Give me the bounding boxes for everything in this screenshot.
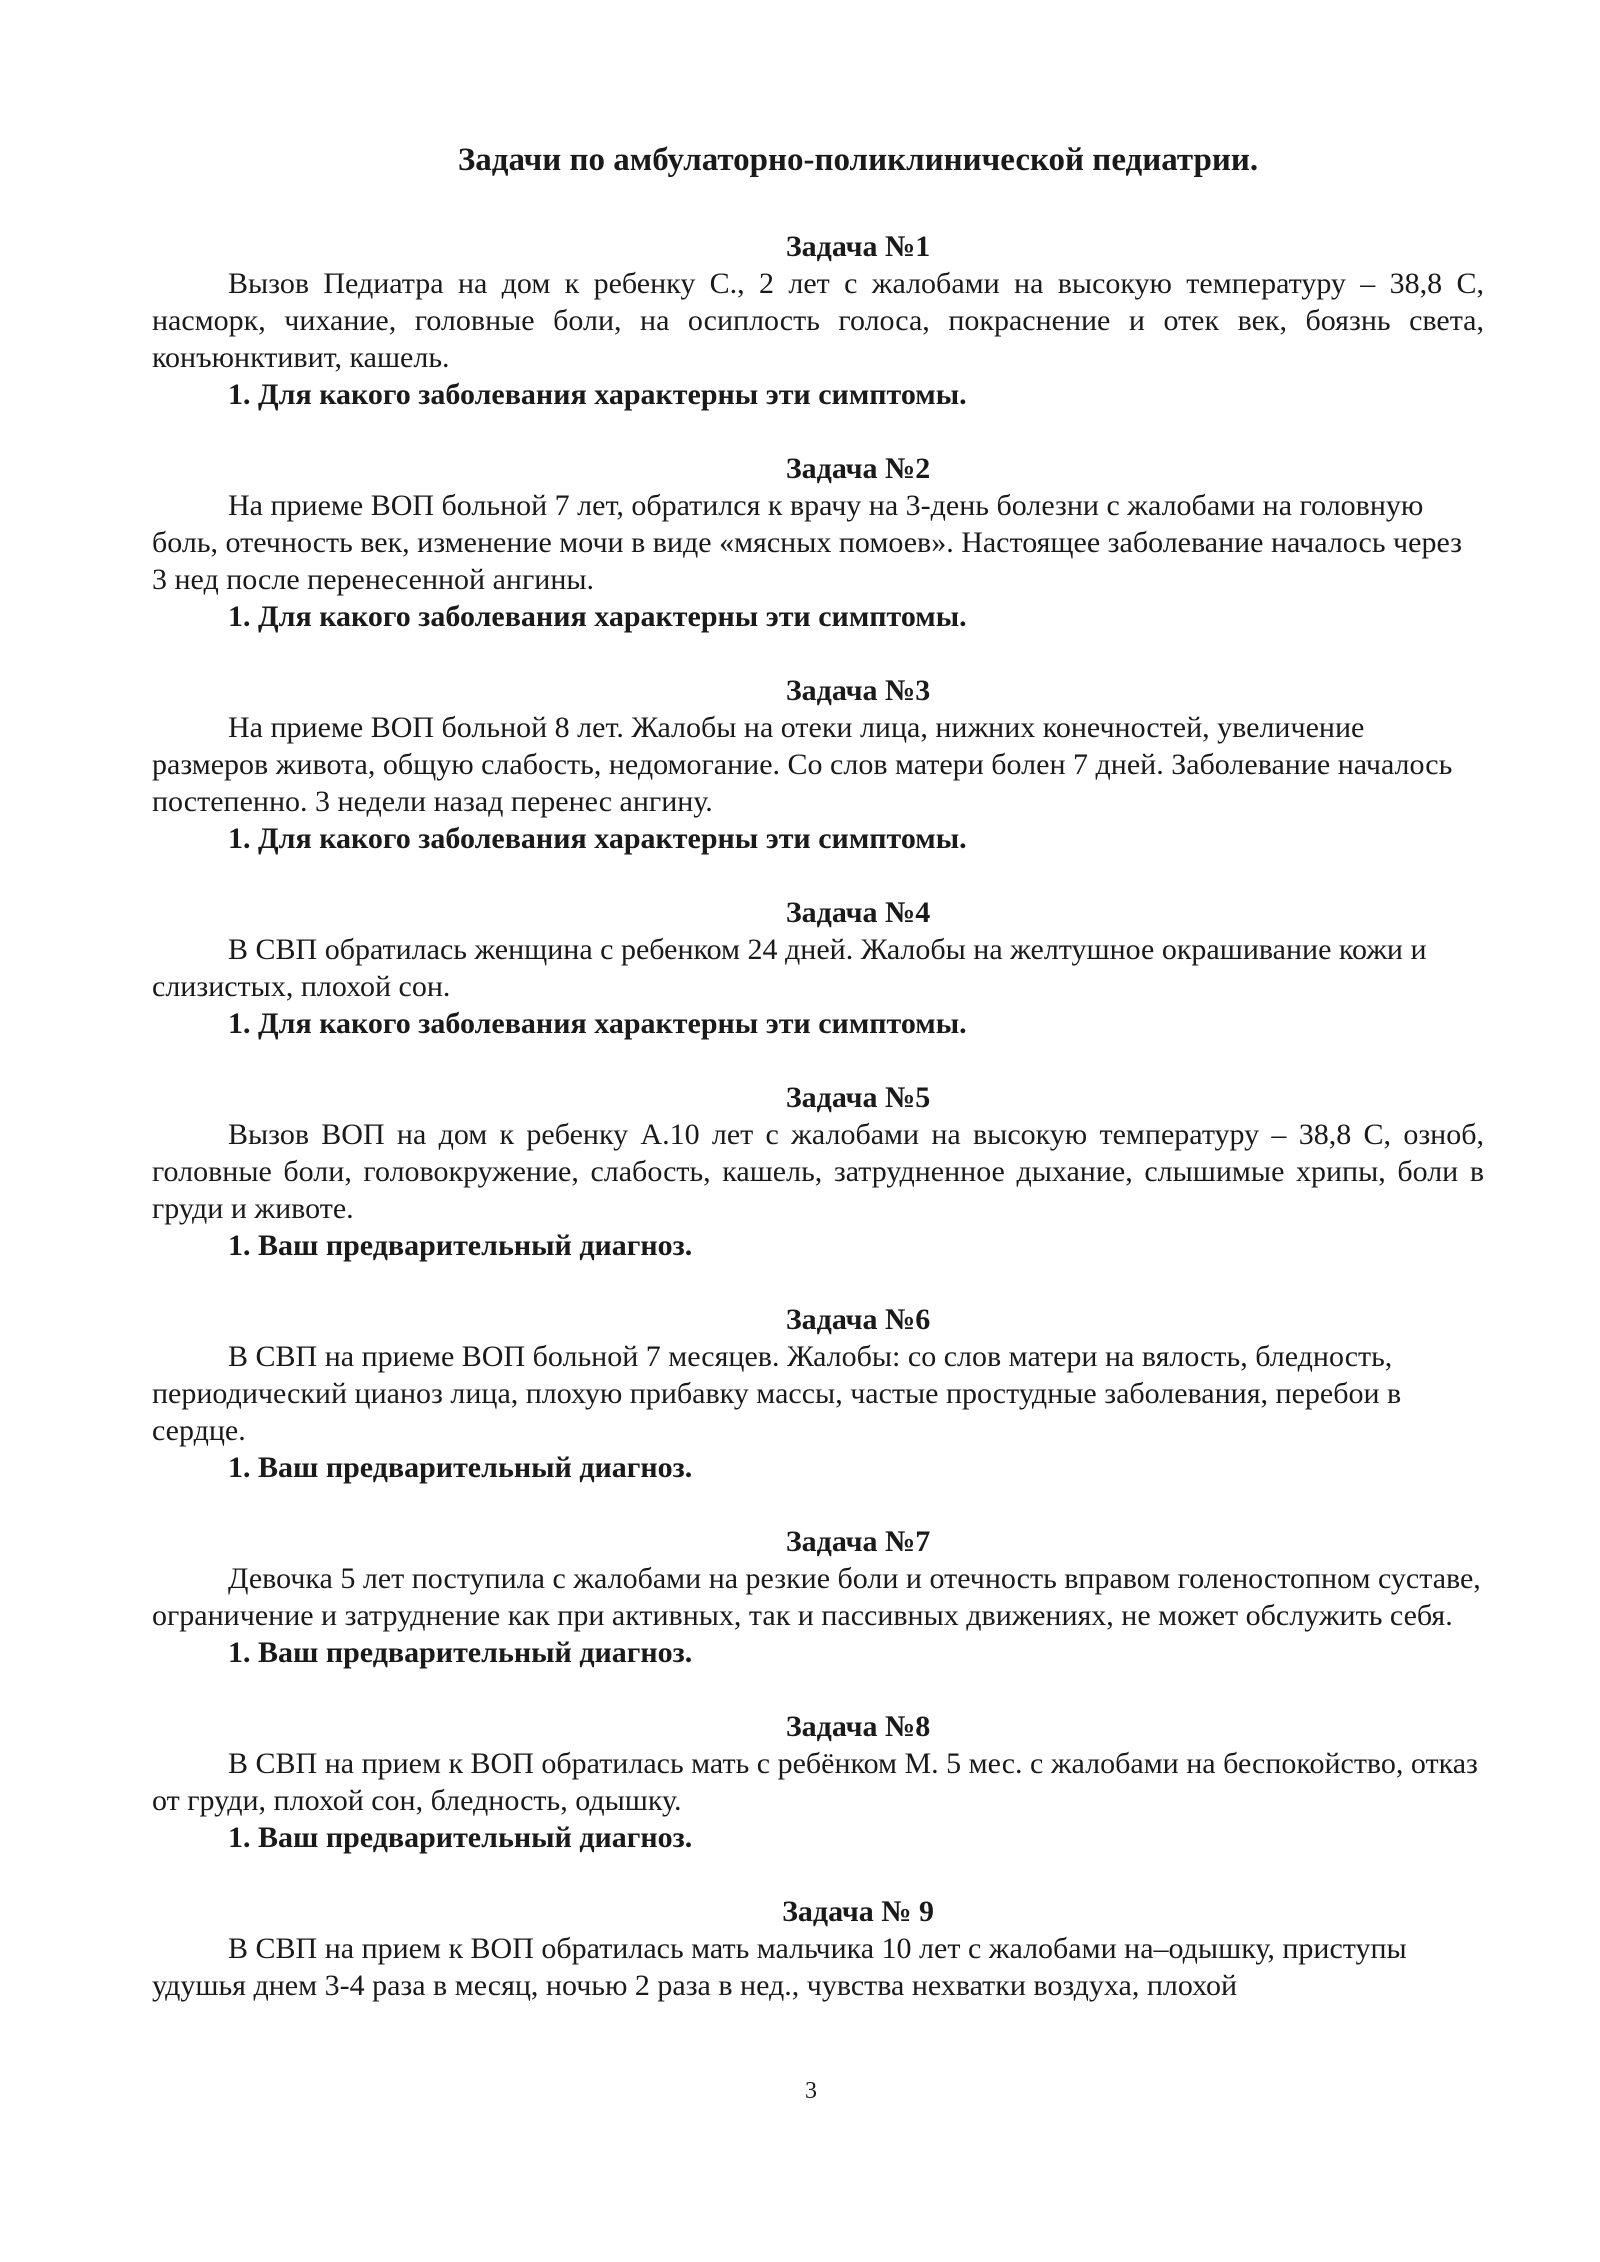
task-6 [152,1301,1484,1486]
document-page [152,140,1484,2041]
task-body: Вызов ВОП на дом к ребенку А.10 лет с жалобами на высокую температуру – 38,8 С, озноб, головные боли, головокружение, слабость, кашель, затрудненное дыхание, слышимые хрипы, боли в груди и животе. [152,1118,1484,1225]
task-2 [152,450,1484,635]
task-4 [152,894,1484,1042]
task-question: 1. Для какого заболевания характерны эти симптомы. [228,600,967,633]
task-heading: Задача №1 [785,230,931,263]
task-3 [152,672,1484,857]
task-heading: Задача №2 [785,452,931,485]
document-title: Задачи по амбулаторно-поликлинической педиатрии. [457,142,1259,178]
task-question: 1. Для какого заболевания характерны эти симптомы. [228,1007,967,1040]
task-body: В СВП на приеме ВОП больной 7 месяцев. Жалобы: со слов матери на вялость, бледность, периодический цианоз лица, плохую прибавку массы, частые простудные заболевания, перебои в сердце. [152,1340,1402,1447]
task-5 [152,1079,1484,1264]
task-heading: Задача №8 [785,1710,931,1743]
task-question: 1. Ваш предварительный диагноз. [228,1821,693,1854]
task-heading: Задача №3 [785,674,931,707]
task-heading: Задача №7 [785,1525,931,1558]
task-7 [152,1523,1484,1671]
task-question: 1. Для какого заболевания характерны эти симптомы. [228,822,967,855]
task-1 [152,228,1484,413]
task-body: Вызов Педиатра на дом к ребенку С., 2 лет с жалобами на высокую температуру – 38,8 С, насморк, чихание, головные боли, на осиплость голоса, покраснение и отек век, боязнь света, конъюнктивит, кашель. [152,267,1484,374]
task-question: 1. Для какого заболевания характерны эти симптомы. [228,378,967,411]
task-body: В СВП на прием к ВОП обратилась мать мальчика 10 лет с жалобами на–одышку, приступы удушья днем 3-4 раза в месяц, ночью 2 раза в нед., чувства нехватки воздуха, плохой [152,1932,1407,2002]
page-number: 3 [805,2078,817,2104]
task-question: 1. Ваш предварительный диагноз. [228,1451,693,1484]
task-question: 1. Ваш предварительный диагноз. [228,1636,693,1669]
task-heading: Задача №6 [785,1303,931,1336]
task-8 [152,1708,1484,1856]
task-9 [152,1893,1484,2004]
task-heading: Задача №4 [785,896,931,929]
task-body: На приеме ВОП больной 8 лет. Жалобы на отеки лица, нижних конечностей, увеличение размеров живота, общую слабость, недомогание. Со слов матери болен 7 дней. Заболевание началось постепенно. 3 недели назад перенес ангину. [152,711,1453,818]
task-body: В СВП обратилась женщина с ребенком 24 дней. Жалобы на желтушное окрашивание кожи и слизистых, плохой сон. [152,933,1427,1003]
task-body: В СВП на прием к ВОП обратилась мать с ребёнком М. 5 мес. с жалобами на беспокойство, отказ от груди, плохой сон, бледность, одышку. [152,1747,1478,1817]
task-body: На приеме ВОП больной 7 лет, обратился к врачу на 3-день болезни с жалобами на головную боль, отечность век, изменение мочи в виде «мясных помоев». Настоящее заболевание началось через 3 нед после перенесенной ангины. [152,489,1462,596]
task-heading: Задача №5 [785,1081,931,1114]
task-heading: Задача № 9 [782,1895,934,1928]
task-question: 1. Ваш предварительный диагноз. [228,1229,693,1262]
task-body: Девочка 5 лет поступила с жалобами на резкие боли и отечность вправом голеностопном суставе, ограничение и затруднение как при активных, так и пассивных движениях, не может обслужить себя. [152,1562,1481,1632]
